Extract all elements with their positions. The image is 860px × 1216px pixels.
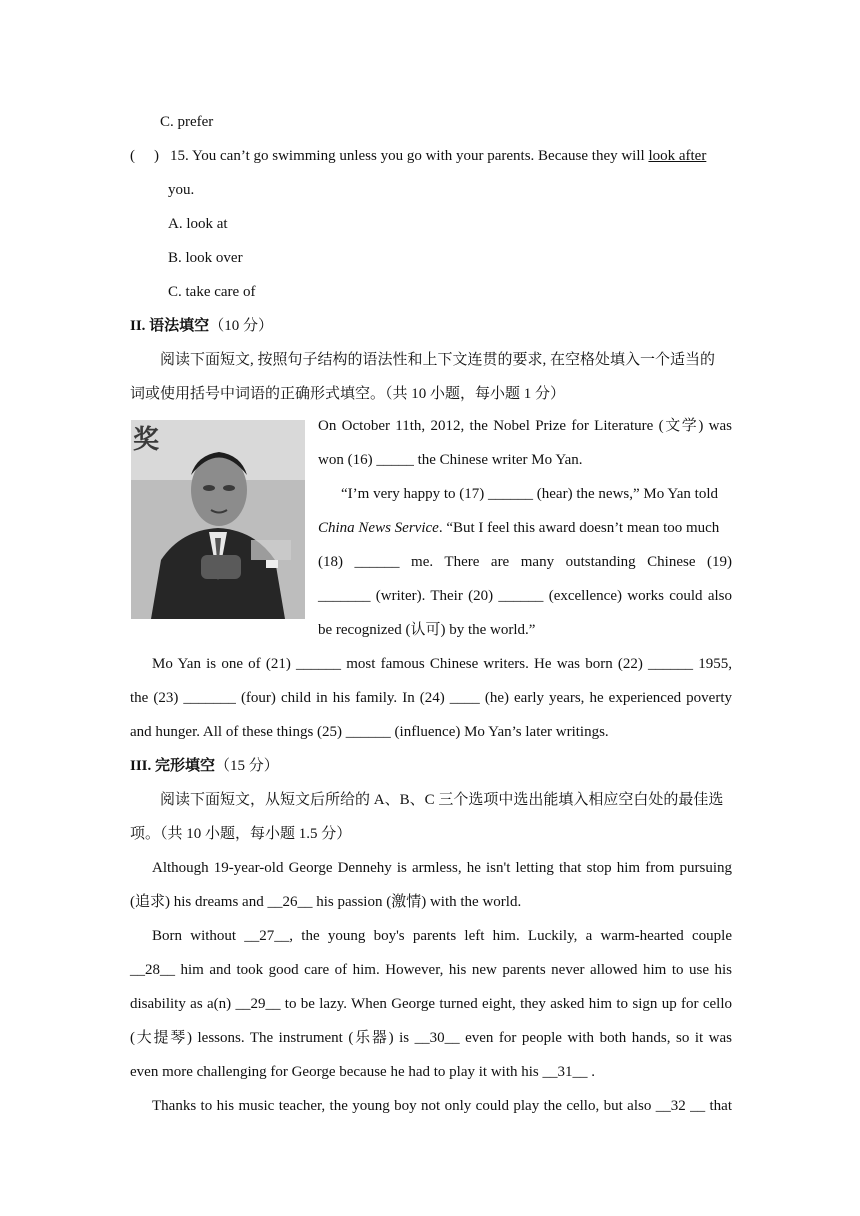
cloze-line-6: (大提琴) lessons. The instrument (乐器) is __30__ even for people with both hands, so it was [130,1030,732,1046]
cloze-line-5: disability as a(n) __29__ to be lazy. When George turned eight, they asked him to sign up for cello [130,996,732,1012]
passage-line-4 [318,518,719,538]
cloze-line-7: even more challenging for George because he had to play it with his __31__ . [130,1064,596,1080]
cloze-line-1: Although 19-year-old George Dennehy is armless, he isn't letting that stop him from pursuing [152,860,732,876]
cloze-line-2: (追求) his dreams and __26__ his passion (激情) with the world. [130,894,522,910]
q15-option-b: B. look over [168,250,243,266]
q15-stem [170,146,706,166]
mo-yan-photo [131,420,305,619]
section2-heading [130,316,273,336]
photo-background-lettering: 奖 [133,425,160,455]
section2-title: II. 语法填空 [130,318,210,334]
section3-title: III. 完形填空 [130,758,216,774]
passage-line-9: the (23) _______ (four) child in his family. In (24) ____ (he) early years, he experienced poverty [130,690,732,706]
passage-line-1: On October 11th, 2012, the Nobel Prize for Literature (文学) was [318,418,732,434]
q15-option-c: C. take care of [168,284,256,300]
q15-answer-bracket-open: ( [130,148,135,164]
section3-instructions-1: 阅读下面短文，从短文后所给的 A、B、C 三个选项中选出能填入相应空白处的最佳选 [160,792,724,808]
q15-stem-continued: you. [168,182,195,198]
passage-line-10: and hunger. All of these things (25) ______ (influence) Mo Yan’s later writings. [130,724,609,740]
passage-line-6: _______ (writer). Their (20) ______ (excellence) works could also [318,588,732,604]
cloze-line-3: Born without __27__, the young boy's parents left him. Luckily, a warm-hearted couple [152,928,732,944]
q15-underlined-phrase: look after [648,148,707,164]
section3-score: （15 分） [215,758,279,774]
q15-option-a: A. look at [168,216,228,232]
section3-heading [130,756,279,776]
section2-score: （10 分） [209,318,273,334]
passage-line-2: won (16) _____ the Chinese writer Mo Yan. [318,452,583,468]
passage-line-5: (18) ______ me. There are many outstanding Chinese (19) [318,554,732,570]
passage-line-4-rest: . “But I feel this award doesn’t mean too much [438,520,720,536]
section3-instructions-2: 项。（共 10 小题，每小题 1.5 分） [130,826,352,842]
section2-instructions-1: 阅读下面短文, 按照句子结构的语法性和上下文连贯的要求, 在空格处填入一个适当的 [160,352,716,368]
passage-line-3: “I’m very happy to (17) ______ (hear) the news,” Mo Yan told [341,486,718,502]
publication-name: China News Service [318,520,439,536]
cloze-line-8: Thanks to his music teacher, the young boy not only could play the cello, but also __32 __ that [152,1098,732,1114]
cloze-line-4: __28__ him and took good care of him. However, his new parents never allowed him to use his [130,962,732,978]
q15-stem-text: 15. You can’t go swimming unless you go with your parents. Because they will [170,148,645,164]
q15-answer-bracket-close: ) [154,148,159,164]
passage-line-8: Mo Yan is one of (21) ______ most famous Chinese writers. He was born (22) ______ 1955, [152,656,732,672]
section2-instructions-2: 词或使用括号中词语的正确形式填空。（共 10 小题，每小题 1 分） [130,386,566,402]
passage-line-7: be recognized (认可) by the world.” [318,622,536,638]
q14-option-c: C. prefer [160,114,214,130]
